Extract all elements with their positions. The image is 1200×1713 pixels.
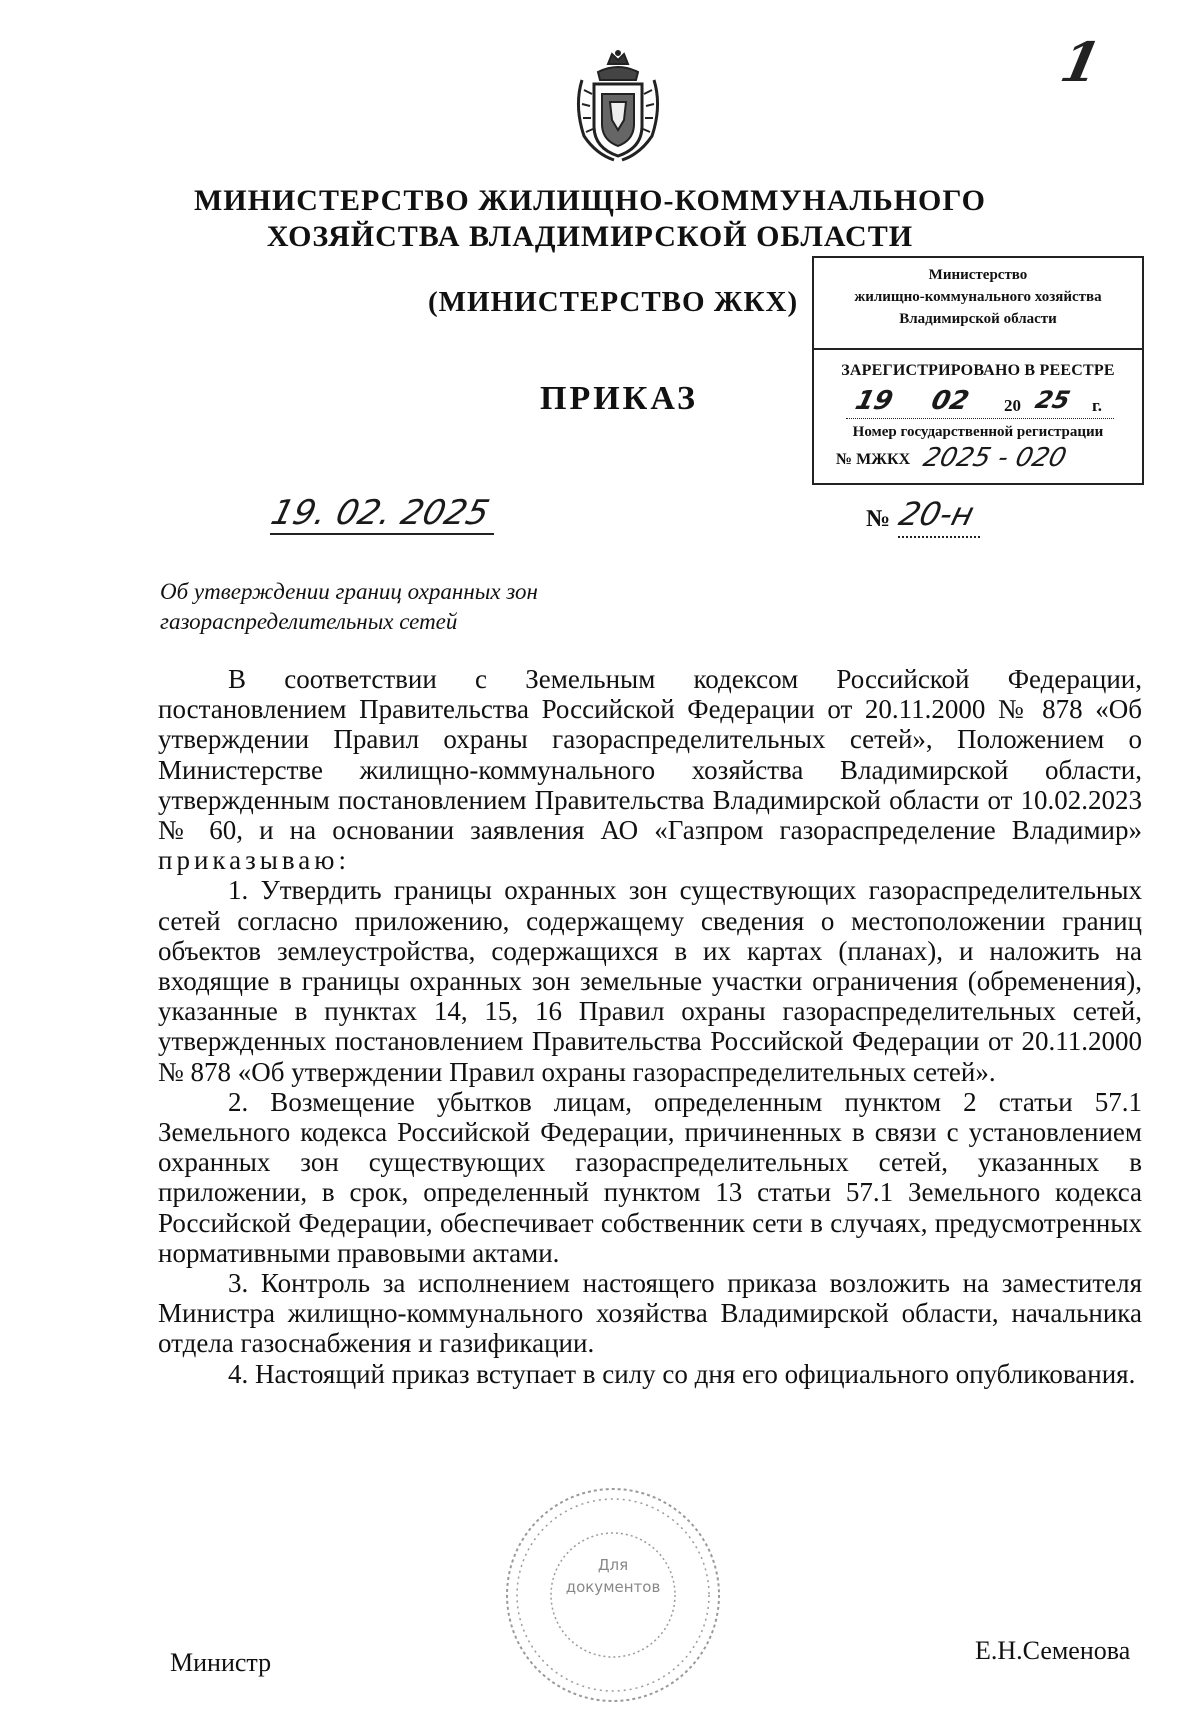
- body-item-1: 1. Утвердить границы охранных зон существующих газораспределительных сетей согласно приложению, содержащему сведения о местоположении границ объектов землеустройства, содержащихся в их картах (планах), и наложить на входящие в границы охранных зон земельные участки ограничения (обременения), указанные в пунктах 14, 15, 16 Правил охраны газораспределительных сетей, утвержденных постановлением Правительства Российской Федерации от 20.11.2000 № 878 «Об утверждении Правил охраны газораспределительных сетей».: [158, 875, 1142, 1087]
- ministry-name: [180, 183, 1000, 255]
- order-number-underline: [898, 536, 980, 538]
- registration-stamp-header: [814, 258, 1142, 350]
- order-subject: [160, 577, 620, 637]
- registration-stamp: [812, 256, 1144, 485]
- stamp-text-line1: Для: [597, 1556, 629, 1574]
- ministry-name-line1: МИНИСТЕРСТВО ЖИЛИЩНО-КОММУНАЛЬНОГО: [193, 184, 987, 217]
- registered-label: ЗАРЕГИСТРИРОВАНО В РЕЕСТРЕ: [841, 362, 1115, 379]
- registration-number: [814, 441, 1142, 475]
- registration-day: 19: [852, 386, 896, 416]
- body-preamble-text: В соответствии с Земельным кодексом Российской Федерации, постановлением Правительства Российской Федерации от 20.11.2000 № 878 «Об утверждении Правил охраны газораспределительных сетей», Положением о Министерстве жилищно-коммунального хозяйства Владимирской области, утвержденным постановлением Правительства Владимирской области от 10.02.2023 № 60, и на основании заявления АО «Газпром газораспределение Владимир»: [158, 664, 1142, 846]
- page-number-text: 1: [1055, 30, 1107, 94]
- registration-number-prefix: № МЖКХ: [836, 451, 911, 468]
- registration-date-underline: [846, 418, 1114, 419]
- order-word: приказываю:: [158, 845, 350, 876]
- order-number-sign: №: [866, 506, 891, 532]
- page-number: [1055, 30, 1107, 94]
- body-item-2: 2. Возмещение убытков лицам, определенным пунктом 2 статьи 57.1 Земельного кодекса Российской Федерации, причиненных в связи с установлением охранных зон существующих газораспределительных сетей, указанных в приложении, в срок, определенный пунктом 13 статьи 57.1 Земельного кодекса Российской Федерации, обеспечивает собственник сети в случаях, предусмотренных нормативными правовыми актами.: [158, 1086, 1142, 1268]
- registration-date: [814, 380, 1142, 420]
- document-type-title: ПРИКАЗ: [540, 380, 698, 417]
- registration-org-line2: жилищно-коммунального хозяйства: [854, 289, 1102, 305]
- body-item-3: 3. Контроль за исполнением настоящего приказа возложить на заместителя Министра жилищно-коммунального хозяйства Владимирской области, начальника отдела газоснабжения и газификации.: [158, 1268, 1142, 1359]
- coat-of-arms-icon: [568, 50, 668, 162]
- order-subject-line1: Об утверждении границ охранных зон: [160, 579, 538, 604]
- signer-title: Министр: [170, 1648, 272, 1677]
- order-date-value: 19. 02. 2025: [267, 493, 494, 533]
- registration-year: 25: [1032, 386, 1073, 414]
- ministry-abbreviation: (МИНИСТЕРСТВО ЖКХ): [428, 286, 799, 318]
- registration-org-line3: Владимирской области: [899, 311, 1057, 327]
- stamp-text-line2: документов: [565, 1578, 661, 1596]
- order-number-value: 20-н: [895, 495, 978, 533]
- signer-name: Е.Н.Семенова: [975, 1636, 1131, 1665]
- registration-org-line1: Министерство: [928, 267, 1028, 283]
- order-date: [267, 493, 494, 535]
- registration-number-value: 2025 - 020: [920, 443, 1070, 473]
- registration-year-suffix: г.: [1092, 396, 1103, 415]
- registration-month: 02: [928, 386, 972, 416]
- order-subject-line2: газораспределительных сетей: [160, 609, 458, 634]
- body-item-4: 4. Настоящий приказ вступает в силу со дня его официального опубликования.: [228, 1358, 1136, 1389]
- registration-century: 20: [1004, 396, 1021, 415]
- ministry-name-line2: ХОЗЯЙСТВА ВЛАДИМИРСКОЙ ОБЛАСТИ: [266, 220, 914, 253]
- registration-number-label: Номер государственной регистрации: [852, 424, 1104, 440]
- order-body: [158, 664, 1142, 1389]
- body-preamble: [158, 664, 1142, 875]
